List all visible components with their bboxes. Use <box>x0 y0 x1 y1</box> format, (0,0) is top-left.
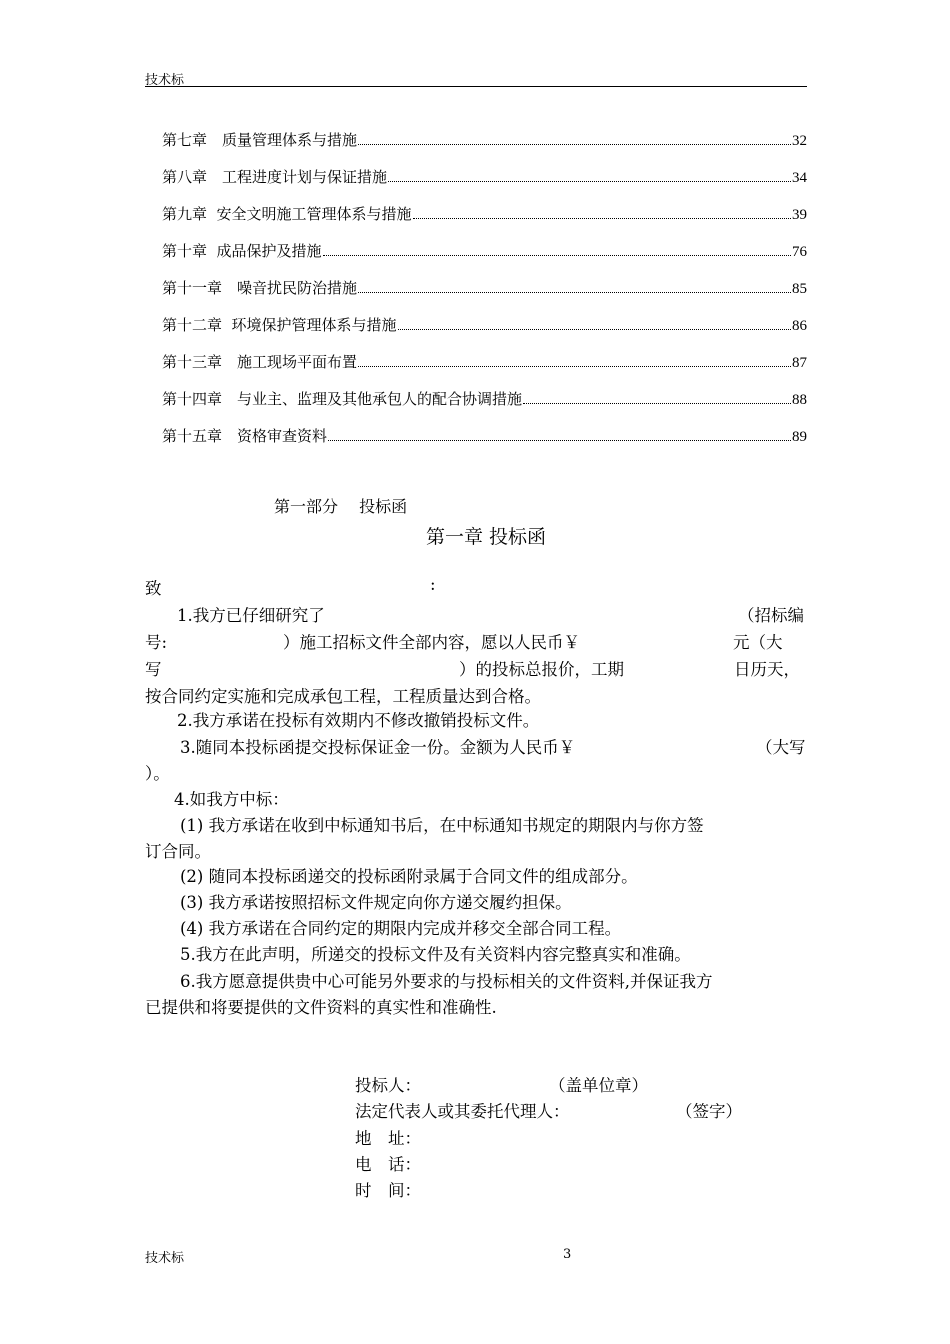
toc-entry[interactable] <box>162 424 807 446</box>
signature-note: （签字） <box>676 1102 742 1121</box>
toc-leader <box>358 144 791 145</box>
toc-entry[interactable] <box>162 313 807 335</box>
toc-leader <box>358 366 791 367</box>
paragraph-5: 5.我方在此声明，所递交的投标文件及有关资料内容完整真实和准确。 <box>180 945 691 964</box>
paragraph-1: （招标编 <box>738 606 804 625</box>
toc-title: 第十四章 与业主、监理及其他承包人的配合协调措施 <box>162 390 523 408</box>
toc-page: 39 <box>792 207 807 223</box>
paragraph-6: 6.我方愿意提供贵中心可能另外要求的与投标相关的文件资料,并保证我方 <box>180 972 713 991</box>
paragraph-4-item-4: (4) 我方承诺在合同约定的期限内完成并移交全部合同工程。 <box>180 919 622 938</box>
toc-title: 第十三章 施工现场平面布置 <box>162 353 358 371</box>
bidder-label: 投标人： <box>355 1076 421 1095</box>
page-number: 3 <box>563 1247 572 1262</box>
toc-title: 第十章 成品保护及措施 <box>162 242 322 260</box>
toc-leader <box>388 181 791 182</box>
toc-page: 76 <box>792 244 807 260</box>
toc-page: 88 <box>792 392 807 408</box>
paragraph-1: 日历天， <box>734 660 800 679</box>
paragraph-2: 2.我方承诺在投标有效期内不修改撤销投标文件。 <box>177 711 540 730</box>
paragraph-1: ）施工招标文件全部内容，愿以人民币￥ <box>283 633 580 652</box>
toc-leader <box>323 255 791 256</box>
paragraph-3: （大写 <box>756 738 806 757</box>
toc-title: 第十五章 资格审查资料 <box>162 427 328 445</box>
paragraph-4-item-1: (1) 我方承诺在收到中标通知书后，在中标通知书规定的期限内与你方签 <box>180 816 704 835</box>
phone-label: 电 话： <box>355 1155 421 1174</box>
paragraph-1: 按合同约定实施和完成承包工程，工程质量达到合格。 <box>145 687 541 706</box>
letter-addressee: 致 <box>145 579 162 598</box>
paragraph-3: ）。 <box>145 764 170 783</box>
paragraph-4-item-3: (3) 我方承诺按照招标文件规定向你方递交履约担保。 <box>180 893 572 912</box>
toc-entry[interactable] <box>162 239 807 261</box>
toc-leader <box>413 218 791 219</box>
letter-addressee-colon: : <box>430 575 436 594</box>
toc-title: 第七章 质量管理体系与措施 <box>162 131 358 149</box>
toc-title: 第九章 安全文明施工管理体系与措施 <box>162 205 412 223</box>
paragraph-6: 已提供和将要提供的文件资料的真实性和准确性. <box>145 998 497 1017</box>
paragraph-1: 1.我方已仔细研究了 <box>177 606 325 625</box>
paragraph-4-item-1: 订合同。 <box>145 842 211 861</box>
paragraph-4-item-2: (2) 随同本投标函递交的投标函附录属于合同文件的组成部分。 <box>180 867 638 886</box>
toc-leader <box>358 292 791 293</box>
chapter-title: 第一章 投标函 <box>426 526 547 548</box>
toc-page: 89 <box>792 429 807 445</box>
toc-title: 第十一章 噪音扰民防治措施 <box>162 279 358 297</box>
time-label: 时 间： <box>355 1181 421 1200</box>
toc-page: 86 <box>792 318 807 334</box>
header-rule <box>145 86 807 87</box>
toc-entry[interactable] <box>162 165 807 187</box>
toc-leader <box>328 440 791 441</box>
toc-entry[interactable] <box>162 202 807 224</box>
toc-entry[interactable] <box>162 276 807 298</box>
toc-leader <box>398 329 791 330</box>
paragraph-4: 4.如我方中标： <box>174 790 289 809</box>
bidder-seal-note: （盖单位章） <box>549 1076 648 1095</box>
toc-title: 第十二章 环境保护管理体系与措施 <box>162 316 397 334</box>
toc-leader <box>523 403 791 404</box>
paragraph-3: 3.随同本投标函提交投标保证金一份。金额为人民币￥ <box>180 738 576 757</box>
paragraph-1: 元（大 <box>733 633 783 652</box>
page-footer: 技术标 <box>145 1251 185 1266</box>
toc-entry[interactable] <box>162 387 807 409</box>
toc-page: 34 <box>792 170 807 186</box>
page-header: 技术标 <box>145 73 185 88</box>
paragraph-1: 号: <box>145 633 168 652</box>
representative-label: 法定代表人或其委托代理人： <box>355 1102 570 1121</box>
toc-page: 32 <box>792 133 807 149</box>
toc-page: 87 <box>792 355 807 371</box>
part-title: 第一部分 投标函 <box>274 497 408 516</box>
toc-entry[interactable] <box>162 350 807 372</box>
address-label: 地 址： <box>355 1129 421 1148</box>
paragraph-1: ）的投标总报价，工期 <box>459 660 624 679</box>
toc-entry[interactable] <box>162 128 807 150</box>
paragraph-1: 写 <box>145 660 162 679</box>
toc-title: 第八章 工程进度计划与保证措施 <box>162 168 388 186</box>
toc-page: 85 <box>792 281 807 297</box>
